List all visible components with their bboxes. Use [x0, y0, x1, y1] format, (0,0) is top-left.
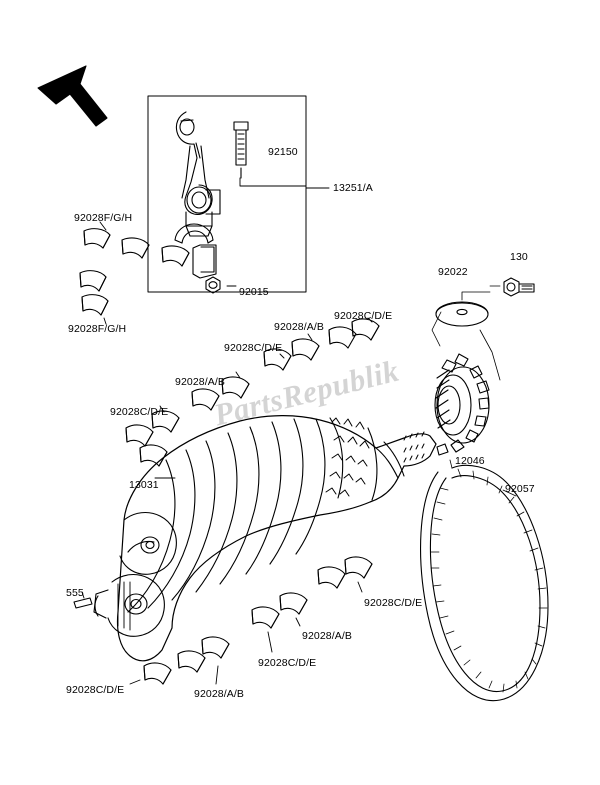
part-label-92028fgh-upper: 92028F/G/H [74, 212, 133, 224]
part-label-130: 130 [510, 251, 528, 263]
part-label-555: 555 [66, 587, 84, 599]
bearing-shell-group-upper-right [329, 319, 379, 348]
part-label-92028ab-upper: 92028/A/B [274, 321, 324, 333]
part-label-92022: 92022 [438, 266, 468, 278]
crankshaft [94, 416, 436, 661]
part-label-92028cde-lower-left: 92028C/D/E [66, 684, 125, 696]
part-label-92028ab-mid: 92028/A/B [175, 376, 225, 388]
part-label-92028cde-upper-right: 92028C/D/E [334, 310, 393, 322]
cam-chain-92057 [421, 465, 548, 700]
washer-92022 [436, 302, 488, 326]
part-label-92028ab-lower-left: 92028/A/B [194, 688, 244, 700]
part-label-92028cde-lower-mid: 92028C/D/E [258, 657, 317, 669]
bearing-shell-group-left-lower [80, 271, 108, 315]
part-label-92028cde-lower-right: 92028C/D/E [364, 597, 423, 609]
part-label-92028fgh-lower: 92028F/G/H [68, 323, 127, 335]
bearing-shell-group-lower-left [144, 637, 229, 684]
part-label-12046: 12046 [455, 455, 485, 467]
connecting-rod [176, 112, 220, 236]
rod-cap [175, 224, 216, 278]
bearing-shell-group-left-of-crank [126, 411, 179, 466]
bolt-92150 [234, 122, 248, 178]
part-label-92015: 92015 [239, 286, 269, 298]
woodruff-key-555 [74, 598, 92, 608]
part-label-92150: 92150 [268, 146, 298, 158]
watermark: PartsRepublik [210, 352, 403, 433]
bearing-shell-group-lower-right [318, 557, 372, 588]
cam-sprocket-12046 [435, 354, 489, 455]
nut-92015 [206, 277, 220, 293]
direction-arrow [38, 66, 107, 126]
part-label-13251: 13251/A [333, 182, 373, 194]
bolt-130 [504, 278, 534, 296]
part-label-92057: 92057 [505, 483, 535, 495]
part-label-92028cde-mid: 92028C/D/E [224, 342, 283, 354]
part-label-92028ab-lower: 92028/A/B [302, 630, 352, 642]
bearing-shell-group-left-upper [84, 229, 189, 266]
part-label-92028cde-left: 92028C/D/E [110, 406, 169, 418]
part-label-13031: 13031 [129, 479, 159, 491]
